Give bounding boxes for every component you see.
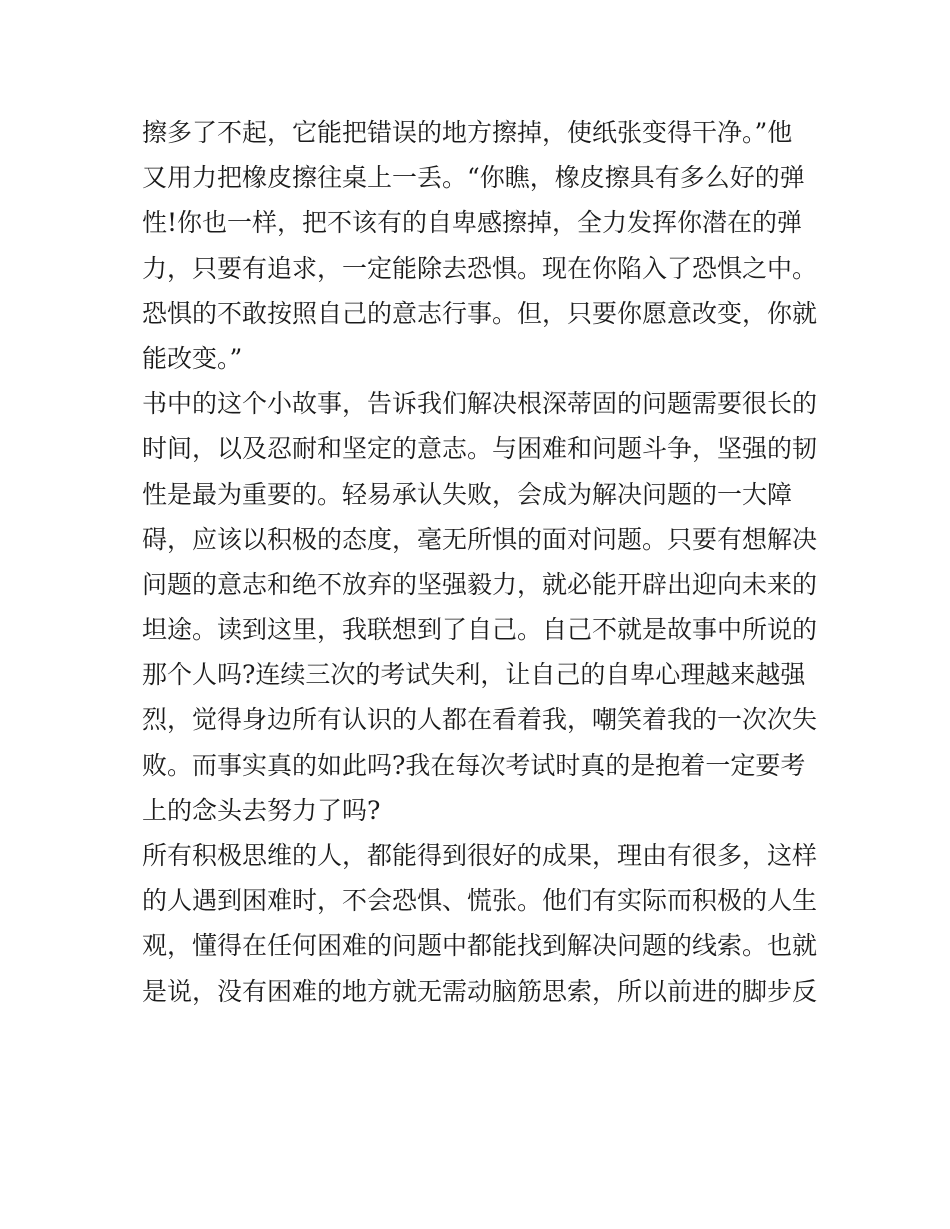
- text-line: 所有积极思维的人，都能得到很好的成果，理由有很多，这样: [142, 841, 818, 870]
- text-line: 擦多了不起，它能把错误的地方擦掉，使纸张变得干净。”他: [142, 118, 793, 147]
- text-line: 坦途。读到这里，我联想到了自己。自己不就是故事中所说的: [142, 615, 818, 645]
- text-line: 书中的这个小故事，告诉我们解决根深蒂固的问题需要很长的: [142, 389, 818, 419]
- text-line: 观，懂得在任何困难的问题中都能找到解决问题的线索。也就: [142, 931, 818, 961]
- text-line: 问题的意志和绝不放弃的坚强毅力，就必能开辟出迎向未来的: [142, 569, 818, 599]
- text-line: 恐惧的不敢按照自己的意志行事。但，只要你愿意改变，你就: [142, 298, 818, 328]
- text-line: 上的念头去努力了吗?: [142, 795, 381, 825]
- text-line: 是说，没有困难的地方就无需动脑筋思索，所以前进的脚步反: [142, 976, 818, 1006]
- text-line: 时间，以及忍耐和坚定的意志。与困难和问题斗争，坚强的韧: [142, 434, 818, 464]
- text-line: 性是最为重要的。轻易承认失败，会成为解决问题的一大障: [142, 479, 793, 509]
- text-line: 又用力把橡皮擦往桌上一丢。“你瞧，橡皮擦具有多么好的弹: [142, 163, 805, 193]
- document-body: [142, 110, 818, 1014]
- text-line: 能改变。”: [142, 343, 243, 373]
- text-line: 碍，应该以积极的态度，毫无所惧的面对问题。只要有想解决: [142, 524, 818, 554]
- text-line: 那个人吗?连续三次的考试失利，让自己的自卑心理越来越强: [142, 660, 806, 690]
- text-line: 的人遇到困难时，不会恐惧、慌张。他们有实际而积极的人生: [142, 886, 818, 916]
- text-line: 烈，觉得身边所有认识的人都在看着我，嘲笑着我的一次次失: [142, 705, 818, 735]
- text-line: 力，只要有追求，一定能除去恐惧。现在你陷入了恐惧之中。: [142, 253, 818, 283]
- text-line: 性!你也一样，把不该有的自卑感擦掉，全力发挥你潜在的弹: [142, 208, 803, 238]
- text-line: 败。而事实真的如此吗?我在每次考试时真的是抱着一定要考: [142, 750, 806, 780]
